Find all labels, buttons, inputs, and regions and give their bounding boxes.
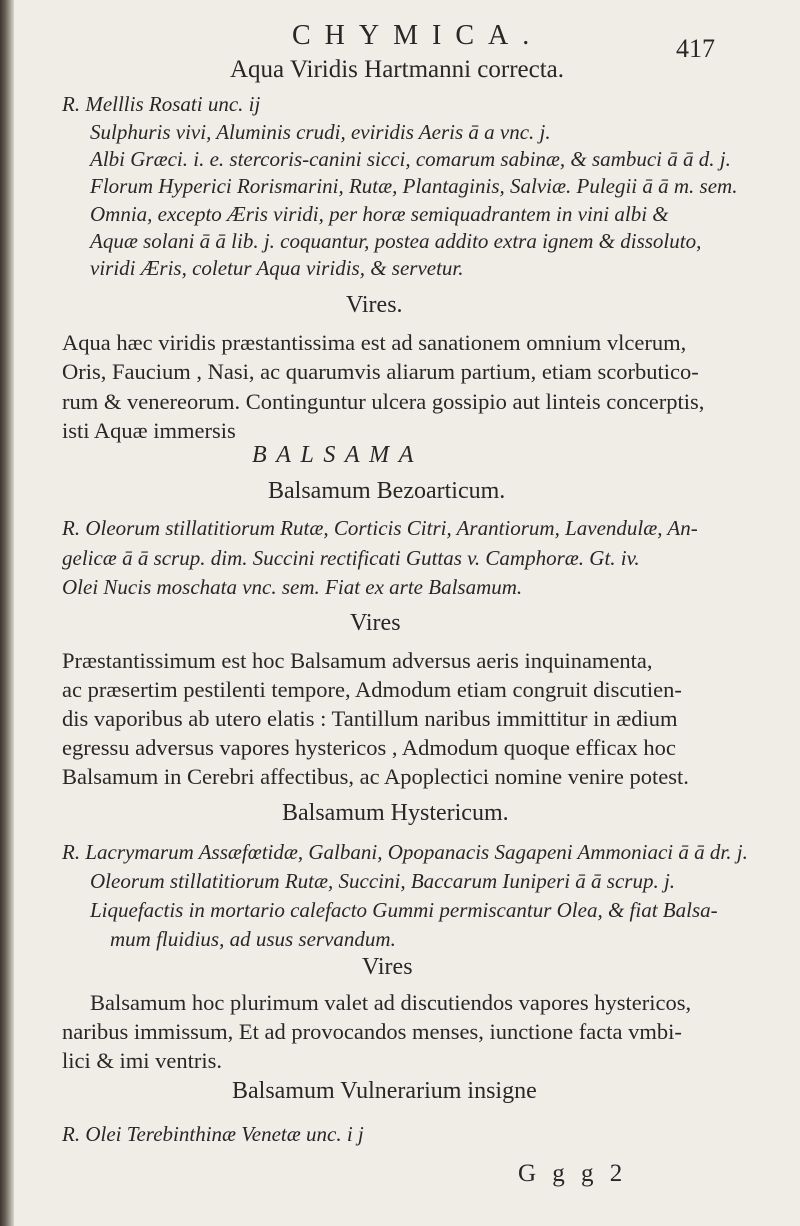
bezoarticum-title: Balsamum Bezoarticum. <box>268 478 506 504</box>
hyster-recipe-line: R. Lacrymarum Assæfœtidæ, Galbani, Opopanacis Sagapeni Ammoniaci ā ā dr. j. <box>62 840 748 864</box>
bezoar-recipe-line: R. Oleorum stillatitiorum Rutæ, Corticis Citri, Arantiorum, Lavendulæ, An- <box>62 516 698 540</box>
bezoar-recipe-line: gelicæ ā ā scrup. dim. Succini rectificati Guttas v. Camphoræ. Gt. iv. <box>62 546 640 570</box>
aqua-recipe-line: Omnia, excepto Æris viridi, per horæ semiquadrantem in vini albi & <box>90 202 669 226</box>
aqua-recipe-line: Aquæ solani ā ā lib. j. coquantur, postea addito extra ignem & dissoluto, <box>90 229 702 253</box>
aqua-recipe-line: viridi Æris, coletur Aqua viridis, & servetur. <box>90 256 464 280</box>
vires-text-line: dis vaporibus ab utero elatis : Tantillum naribus immittitur in ædium <box>62 706 678 731</box>
hyster-recipe-line: mum fluidius, ad usus servandum. <box>110 927 396 951</box>
hyster-recipe-line: Liquefactis in mortario calefacto Gummi permiscantur Olea, & fiat Balsa- <box>90 898 718 922</box>
vires-heading: Vires <box>350 610 401 636</box>
aqua-recipe-line: Sulphuris vivi, Aluminis crudi, eviridis Aeris ā a vnc. j. <box>90 120 551 144</box>
vires-text-line: Oris, Faucium , Nasi, ac quarumvis aliarum partium, etiam scorbutico- <box>62 359 699 384</box>
vires-heading: Vires <box>362 954 413 980</box>
vires-text-line: naribus immissum, Et ad provocandos menses, iunctione facta vmbi- <box>62 1019 682 1044</box>
balsama-heading: B A L S A M A <box>252 442 416 468</box>
page-number: 417 <box>676 34 715 63</box>
vires-text-line: isti Aquæ immersis <box>62 418 236 443</box>
vires-text-line: Aqua hæc viridis præstantissima est ad sanationem omnium vlcerum, <box>62 330 687 355</box>
vires-text-line: lici & imi ventris. <box>62 1048 222 1073</box>
vires-text-line: Præstantissimum est hoc Balsamum adversus aeris inquinamenta, <box>62 648 653 673</box>
bezoar-recipe-line: Olei Nucis moschata vnc. sem. Fiat ex arte Balsamum. <box>62 575 523 599</box>
vulnerarium-title: Balsamum Vulnerarium insigne <box>232 1078 537 1104</box>
signature-mark: G g g 2 <box>518 1160 628 1187</box>
aqua-viridis-title: Aqua Viridis Hartmanni correcta. <box>230 56 565 83</box>
vires-text-line: rum & venereorum. Continguntur ulcera gossipio aut linteis concerptis, <box>62 389 705 414</box>
vires-text-line: egressu adversus vapores hystericos , Admodum quoque efficax hoc <box>62 735 676 760</box>
aqua-recipe-line: R. Melllis Rosati unc. ij <box>62 92 261 116</box>
vires-text-line: Balsamum in Cerebri affectibus, ac Apoplectici nomine venire potest. <box>62 764 689 789</box>
vulner-recipe-line: R. Olei Terebinthinæ Venetæ unc. i j <box>62 1122 364 1146</box>
vires-text-line: ac præsertim pestilenti tempore, Admodum etiam congruit discutien- <box>62 677 682 702</box>
hyster-recipe-line: Oleorum stillatitiorum Rutæ, Succini, Baccarum Iuniperi ā ā scrup. j. <box>90 869 676 893</box>
running-title: CHYMICA. <box>292 20 544 51</box>
aqua-recipe-line: Florum Hyperici Rorismarini, Rutæ, Plantaginis, Salviæ. Pulegii ā ā m. sem. <box>90 174 738 198</box>
vires-heading: Vires. <box>346 292 403 318</box>
hystericum-title: Balsamum Hystericum. <box>282 800 509 826</box>
aqua-recipe-line: Albi Græci. i. e. stercoris-canini sicci, comarum sabinæ, & sambuci ā ā d. j. <box>90 147 731 171</box>
vires-text-line: Balsamum hoc plurimum valet ad discutiendos vapores hystericos, <box>90 990 692 1015</box>
page-binding-shadow <box>0 0 14 1226</box>
